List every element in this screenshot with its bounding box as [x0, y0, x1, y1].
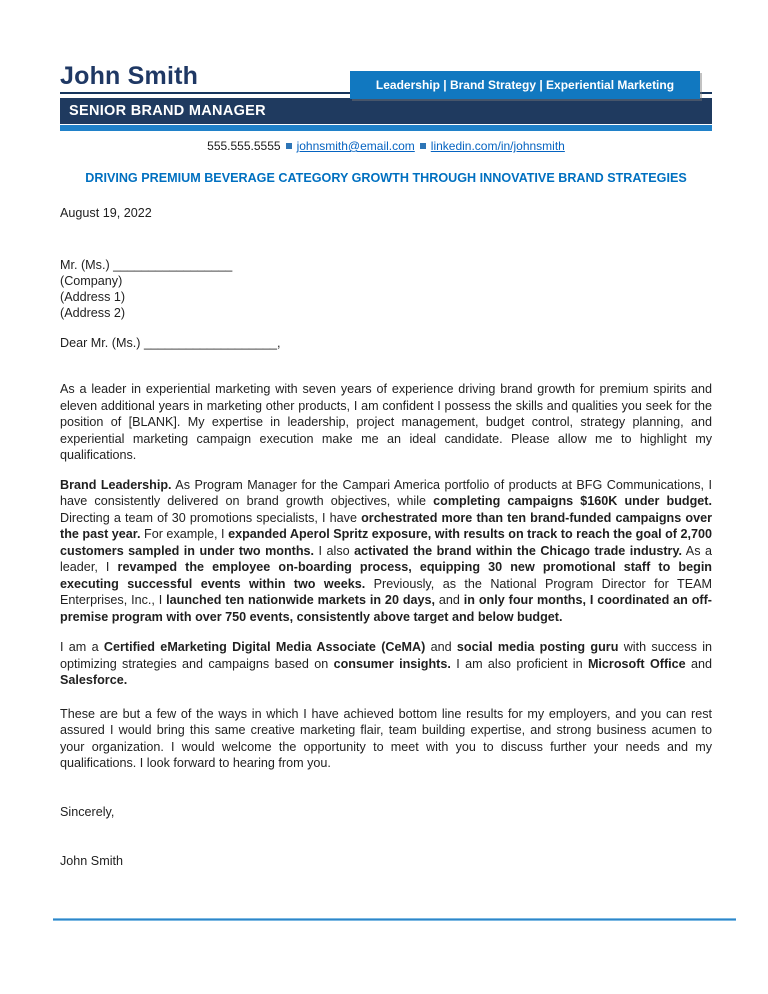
closing-pitch-paragraph: These are but a few of the ways in which I have achieved bottom line results for my employers, and you can rest assured I would bring this same creative marketing flair, team building expertise, and strong business acumen to your organization. I would welcome the opportunity to meet with you to discuss further your needs and my qualifications. I look forward to hearing from you.	[60, 706, 712, 770]
intro-paragraph: As a leader in experiential marketing with seven years of experience driving brand growth for premium spirits and eleven additional years in marketing other products, I am confident I possess the skills and qualities you seek for the position of [BLANK]. My expertise in leadership, project management, budget control, strategy planning, and experiential marketing campaign execution make me an ideal candidate. Please allow me to highlight my qualifications.	[60, 382, 712, 462]
brand-leadership-paragraph: Brand Leadership. As Program Manager for the Campari America portfolio of products at BFG Communications, I have consistently delivered on brand growth objectives, while completing campaigns $160K under budget. Directing a team of 30 promotions specialists, I have orchestrated more than ten brand-funded campaigns over the past year. For example, I expanded Aperol Spritz exposure, with results on track to reach the goal of 2,700 customers sampled in under two months. I also activated the brand within the Chicago trade industry. As a leader, I revamped the employee on-boarding process, equipping 30 new promotional staff to begin executing successful events within two weeks. Previously, as the National Program Director for TEAM Enterprises, Inc., I launched ten nationwide markets in 20 days, and in only four months, I coordinated an off-premise program with over 750 events, consistently above target and below budget.	[60, 477, 713, 624]
date-line: August 19, 2022	[60, 206, 152, 220]
separator-square-icon	[286, 143, 292, 149]
letterhead	[60, 62, 712, 154]
recipient-address2: (Address 2)	[60, 306, 126, 320]
recipient-name-line: Mr. (Ms.) _________________	[60, 258, 233, 272]
letter-headline: DRIVING PREMIUM BEVERAGE CATEGORY GROWTH THROUGH INNOVATIVE BRAND STRATEGIES	[85, 171, 687, 185]
footer-rule	[53, 918, 736, 921]
recipient-address1: (Address 1)	[60, 290, 126, 304]
skills-badge: Leadership | Brand Strategy | Experiential Marketing	[350, 71, 700, 99]
linkedin-link[interactable]: linkedin.com/in/johnsmith	[430, 139, 565, 153]
closing-line: Sincerely,	[60, 804, 115, 819]
email-link[interactable]: johnsmith@email.com	[296, 139, 415, 153]
job-title-bar	[60, 98, 712, 124]
signature-name: John Smith	[60, 853, 123, 868]
person-name: John Smith	[60, 62, 199, 90]
job-title-label: SENIOR BRAND MANAGER	[69, 103, 266, 119]
salutation: Dear Mr. (Ms.) ___________________,	[60, 336, 281, 350]
recipient-block	[60, 257, 712, 321]
separator-square-icon	[420, 143, 426, 149]
phone-number: 555.555.5555	[207, 139, 281, 153]
contact-line	[60, 139, 712, 154]
recipient-company: (Company)	[60, 274, 123, 288]
certifications-paragraph: I am a Certified eMarketing Digital Media Associate (CeMA) and social media posting guru with success in optimizing strategies and campaigns based on consumer insights. I am also proficient in Microsoft Office and Salesforce.	[60, 640, 712, 687]
header-accent-strip	[60, 125, 712, 131]
